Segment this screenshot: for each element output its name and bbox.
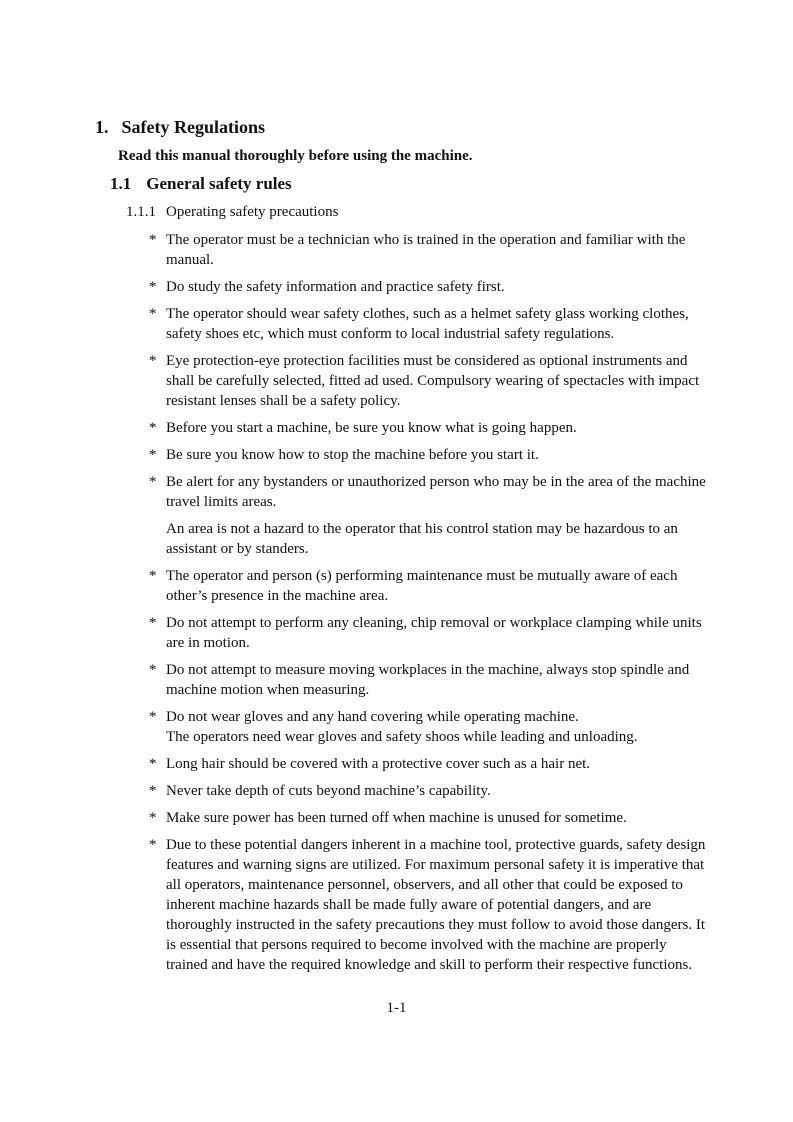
bullet-marker: * — [149, 420, 157, 436]
bullet-marker: * — [149, 709, 157, 725]
bullet-marker: * — [149, 568, 157, 584]
bullet-marker: * — [149, 447, 157, 463]
gloves-line-2: The operators need wear gloves and safety shoos while leading and unloading. — [166, 729, 638, 745]
list-item — [149, 781, 706, 801]
list-item-text: Make sure power has been turned off when machine is unused for sometime. — [166, 810, 627, 826]
bullet-marker: * — [149, 615, 157, 631]
list-item-text: Do not attempt to measure moving workplaces in the machine, always stop spindle and machine motion when measuring. — [166, 662, 690, 698]
hazard-area-paragraph: An area is not a hazard to the operator that his control station may be hazardous to an assistant or by standers. — [166, 521, 678, 557]
subsubsection-number: 1.1.1 — [126, 204, 156, 220]
bullet-marker: * — [149, 474, 157, 490]
bullet-marker: * — [149, 756, 157, 772]
list-item-text: Due to these potential dangers inherent in a machine tool, protective guards, safety design features and warning signs are utilized. For maximum personal safety it is imperative that all operators, maintenance personnel, observers, and all other that could be exposed to inherent machine hazards shall be made fully aware of potential dangers, and are thoroughly instructed in the safety precautions they must follow to avoid those dangers. It is essential that persons required to become involved with the machine are properly trained and have the required knowledge and skill to perform their respective functions. — [166, 837, 706, 973]
list-item — [149, 808, 706, 828]
read-manual-notice: Read this manual thoroughly before using the machine. — [118, 148, 473, 164]
list-item-text: Be alert for any bystanders or unauthorized person who may be in the area of the machine travel limits areas. — [166, 474, 706, 510]
section-title: Safety Regulations — [121, 117, 265, 137]
safety-precautions-list — [149, 230, 706, 982]
list-item-text: Eye protection-eye protection facilities must be considered as optional instruments and shall be carefully selected, fitted ad used. Compulsory wearing of spectacles with impact resistant lenses shall be a safety policy. — [166, 353, 700, 409]
list-item-text: Be sure you know how to stop the machine before you start it. — [166, 447, 539, 463]
bullet-marker: * — [149, 353, 157, 369]
list-item-text: The operator should wear safety clothes, such as a helmet safety glass working clothes, safety shoes etc, which must conform to local industrial safety regulations. — [166, 306, 689, 342]
list-item-text: Before you start a machine, be sure you know what is going happen. — [166, 420, 577, 436]
list-item-text: Do study the safety information and practice safety first. — [166, 279, 505, 295]
list-item — [149, 613, 706, 653]
subsection-number: 1.1 — [110, 174, 132, 193]
subsection-heading — [110, 174, 292, 194]
list-item — [149, 835, 706, 975]
subsection-title: General safety rules — [146, 174, 292, 193]
list-item-gloves — [149, 707, 706, 747]
list-item — [149, 230, 706, 270]
bullet-marker: * — [149, 232, 157, 248]
list-item — [149, 418, 706, 438]
bullet-marker: * — [149, 810, 157, 826]
list-item-text: Never take depth of cuts beyond machine’s capability. — [166, 783, 491, 799]
list-item-text: Long hair should be covered with a protective cover such as a hair net. — [166, 756, 591, 772]
bullet-marker: * — [149, 306, 157, 322]
subsubsection-heading — [126, 203, 338, 221]
bullet-marker: * — [149, 279, 157, 295]
list-item-text: The operator must be a technician who is trained in the operation and familiar with the manual. — [166, 232, 686, 268]
list-item — [149, 304, 706, 344]
list-item — [149, 445, 706, 465]
subsubsection-title: Operating safety precautions — [166, 204, 339, 220]
section-number: 1. — [95, 117, 109, 137]
list-item — [149, 351, 706, 411]
list-item — [149, 472, 706, 512]
page-number: 1-1 — [386, 1000, 407, 1016]
section-heading — [95, 116, 265, 138]
list-item — [149, 660, 706, 700]
bullet-marker: * — [149, 662, 157, 678]
bullet-marker: * — [149, 837, 157, 853]
list-item — [149, 566, 706, 606]
list-item — [149, 754, 706, 774]
gloves-line-1: Do not wear gloves and any hand covering while operating machine. — [166, 709, 579, 725]
list-item — [149, 277, 706, 297]
bullet-marker: * — [149, 783, 157, 799]
list-item-text: Do not attempt to perform any cleaning, chip removal or workplace clamping while units are in motion. — [166, 615, 702, 651]
list-item-text: The operator and person (s) performing maintenance must be mutually aware of each other’s presence in the machine area. — [166, 568, 678, 604]
